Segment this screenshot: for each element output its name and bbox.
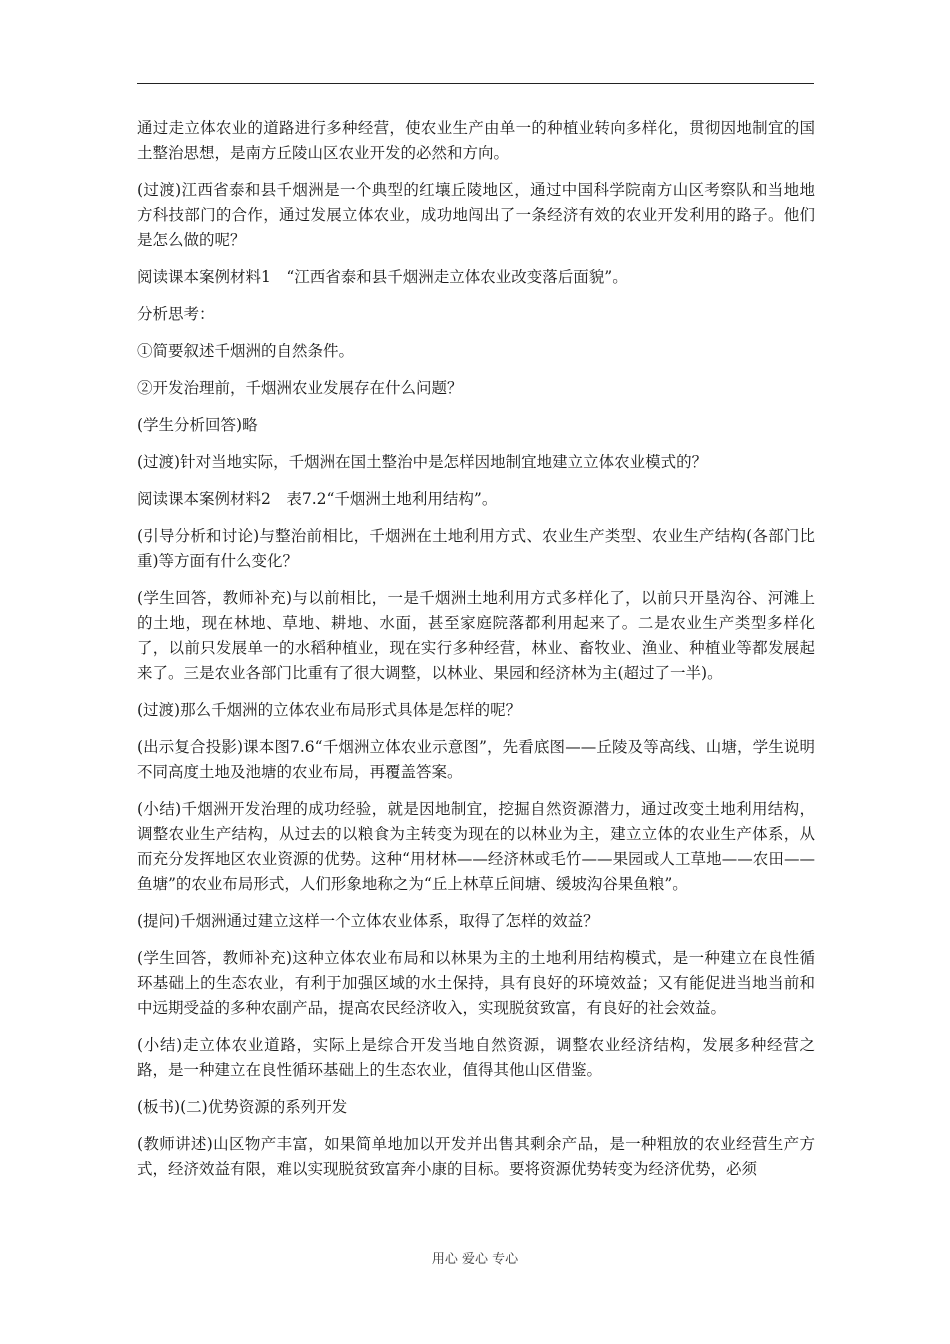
paragraph: (过渡)针对当地实际，千烟洲在国土整治中是怎样因地制宜地建立立体农业模式的？ [137, 453, 708, 471]
paragraph: (过渡)江西省泰和县千烟洲是一个典型的红壤丘陵地区，通过中国科学院南方山区考察队和当地地方科技部门的合作，通过发展立体农业，成功地闯出了一条经济有效的农业开发利用的路子。他们是怎么做的呢？ [137, 181, 815, 249]
paragraph: (小结)千烟洲开发治理的成功经验，就是因地制宜，挖掘自然资源潜力，通过改变土地利用结构，调整农业生产结构，从过去的以粮食为主转变为现在的以林业为主，建立立体的农业生产体系，从而充分发挥地区农业资源的优势。这种“用材林——经济林或毛竹——果园或人工草地——农田——鱼塘”的农业布局形式，人们形象地称之为“丘上林草丘间塘、缓坡沟谷果鱼粮”。 [137, 800, 815, 893]
paragraph: (提问)千烟洲通过建立这样一个立体农业体系，取得了怎样的效益？ [137, 912, 599, 930]
paragraph: (小结)走立体农业道路，实际上是综合开发当地自然资源，调整农业经济结构，发展多种经营之路，是一种建立在良性循环基础上的生态农业，值得其他山区借鉴。 [137, 1036, 815, 1079]
paragraph: (引导分析和讨论)与整治前相比，千烟洲在土地利用方式、农业生产类型、农业生产结构(各部门比重)等方面有什么变化？ [137, 527, 815, 570]
paragraph: ②开发治理前，千烟洲农业发展存在什么问题？ [137, 379, 463, 397]
paragraph: (板书)(二)优势资源的系列开发 [137, 1098, 348, 1116]
body-text [137, 116, 815, 1194]
page-footer: 用心 爱心 专心 [431, 1252, 519, 1267]
paragraph: 阅读课本案例材料2 表7.2“千烟洲土地利用结构”。 [137, 490, 498, 508]
header-rule [137, 83, 814, 84]
paragraph: ①简要叙述千烟洲的自然条件。 [137, 342, 355, 360]
paragraph: (学生回答，教师补充)这种立体农业布局和以林果为主的土地利用结构模式，是一种建立在良性循环基础上的生态农业，有利于加强区域的水土保持，具有良好的环境效益；又有能促进当地当前和中远期受益的多种农副产品，提高农民经济收入，实现脱贫致富，有良好的社会效益。 [137, 949, 815, 1017]
paragraph: 通过走立体农业的道路进行多种经营，使农业生产由单一的种植业转向多样化，贯彻因地制宜的国土整治思想，是南方丘陵山区农业开发的必然和方向。 [137, 119, 815, 162]
paragraph: 分析思考： [137, 305, 215, 323]
paragraph: (过渡)那么千烟洲的立体农业布局形式具体是怎样的呢？ [137, 701, 522, 719]
paragraph: (学生分析回答)略 [137, 416, 258, 434]
paragraph: (学生回答，教师补充)与以前相比，一是千烟洲土地利用方式多样化了，以前只开垦沟谷、河滩上的土地，现在林地、草地、耕地、水面，甚至家庭院落都利用起来了。二是农业生产类型多样化了，以前只发展单一的水稻种植业，现在实行多种经营，林业、畜牧业、渔业、种植业等都发展起来了。三是农业各部门比重有了很大调整，以林业、果园和经济林为主(超过了一半)。 [137, 589, 815, 682]
paragraph: (出示复合投影)课本图7.6“千烟洲立体农业示意图”，先看底图——丘陵及等高线、山塘，学生说明不同高度土地及池塘的农业布局，再覆盖答案。 [137, 738, 815, 781]
paragraph: 阅读课本案例材料1 “江西省泰和县千烟洲走立体农业改变落后面貌”。 [137, 268, 628, 286]
paragraph: (教师讲述)山区物产丰富，如果简单地加以开发并出售其剩余产品，是一种粗放的农业经营生产方式，经济效益有限，难以实现脱贫致富奔小康的目标。要将资源优势转变为经济优势，必须 [137, 1135, 815, 1178]
